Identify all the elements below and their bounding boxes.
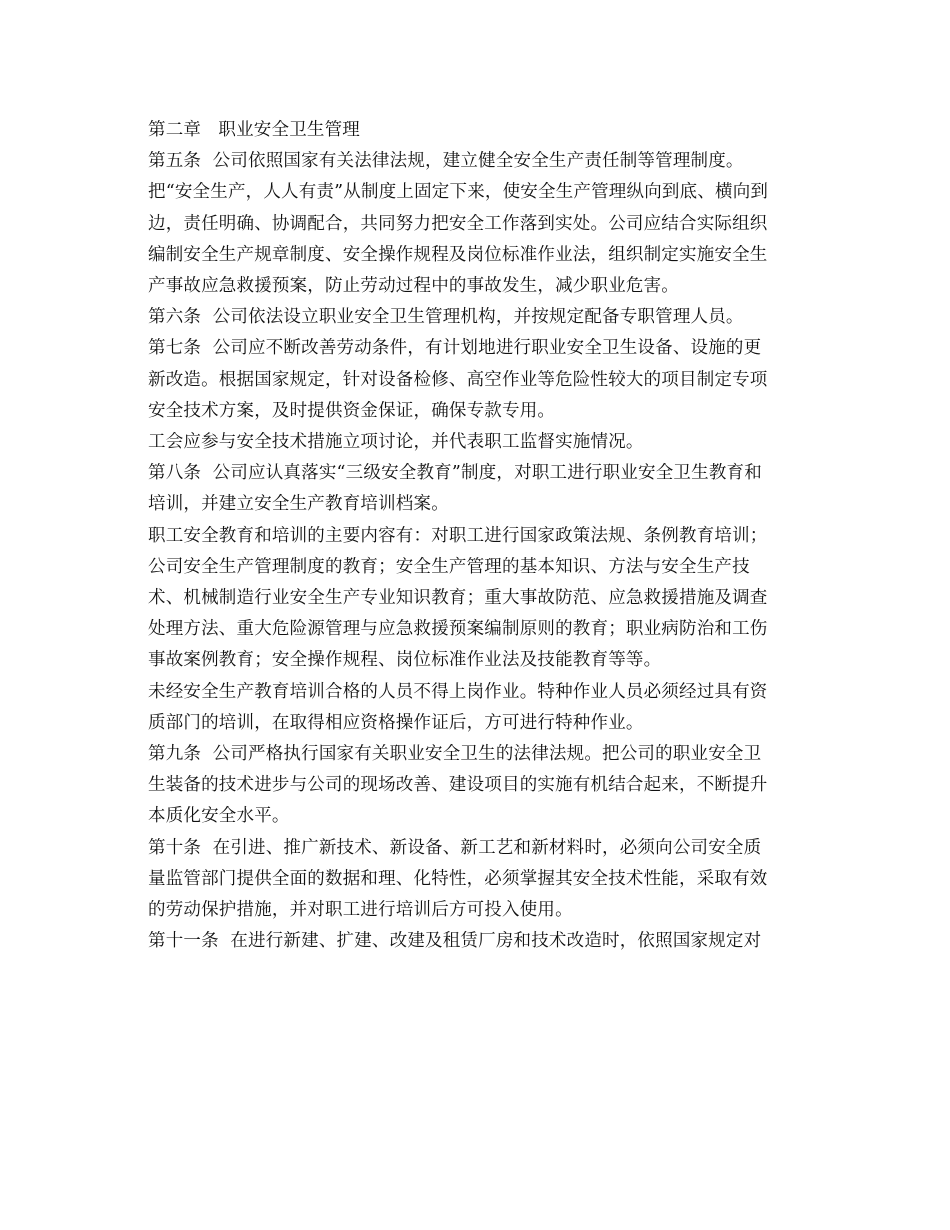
document-body [148,115,808,957]
text-line: 量监管部门提供全面的数据和理、化特性，必须掌握其安全技术性能，采取有效 [148,868,768,889]
text-line: 第七条 公司应不断改善劳动条件，有计划地进行职业安全卫生设备、设施的更 [148,338,762,359]
text-line: 安全技术方案，及时提供资金保证，确保专款专用。 [148,400,556,421]
text-line: 生装备的技术进步与公司的现场改善、建设项目的实施有机结合起来，不断提升 [148,775,768,796]
text-line: 把“安全生产，人人有责”从制度上固定下来，使安全生产管理纵向到底、横向到 [148,182,769,203]
text-line: 本质化安全水平。 [148,806,290,827]
text-line: 质部门的培训，在取得相应资格操作证后，方可进行特种作业。 [148,712,644,733]
text-line: 培训，并建立安全生产教育培训档案。 [148,494,449,515]
text-line: 公司安全生产管理制度的教育；安全生产管理的基本知识、方法与安全生产技 [148,556,750,577]
text-line: 新改造。根据国家规定，针对设备检修、高空作业等危险性较大的项目制定专项 [148,369,768,390]
text-line: 第九条 公司严格执行国家有关职业安全卫生的法律法规。把公司的职业安全卫 [148,744,762,765]
text-line: 第六条 公司依法设立职业安全卫生管理机构，并按规定配备专职管理人员。 [148,307,744,328]
text-line: 编制安全生产规章制度、安全操作规程及岗位标准作业法，组织制定实施安全生 [148,244,768,265]
text-line: 未经安全生产教育培训合格的人员不得上岗作业。特种作业人员必须经过具有资 [148,681,768,702]
text-line: 第十条 在引进、推广新技术、新设备、新工艺和新材料时，必须向公司安全质 [148,837,762,858]
text-line: 产事故应急救援预案，防止劳动过程中的事故发生，减少职业危害。 [148,276,679,297]
text-line: 边，责任明确、协调配合，共同努力把安全工作落到实处。公司应结合实际组织 [148,213,768,234]
text-line: 术、机械制造行业安全生产专业知识教育；重大事故防范、应急救援措施及调查 [148,588,768,609]
text-line: 第八条 公司应认真落实“三级安全教育”制度，对职工进行职业安全卫生教育和 [148,463,762,484]
chapter-heading: 第二章 职业安全卫生管理 [148,120,360,140]
text-line: 第五条 公司依照国家有关法律法规，建立健全安全生产责任制等管理制度。 [148,151,744,172]
text-line: 职工安全教育和培训的主要内容有：对职工进行国家政策法规、条例教育培训； [148,525,768,546]
text-line: 工会应参与安全技术措施立项讨论，并代表职工监督实施情况。 [148,432,644,453]
text-line: 第十一条 在进行新建、扩建、改建及租赁厂房和技术改造时，依照国家规定对 [148,931,762,952]
text-line: 的劳动保护措施，并对职工进行培训后方可投入使用。 [148,900,573,921]
text-line: 事故案例教育；安全操作规程、岗位标准作业法及技能教育等等。 [148,650,662,671]
text-line: 处理方法、重大危险源管理与应急救援预案编制原则的教育；职业病防治和工伤 [148,619,768,640]
